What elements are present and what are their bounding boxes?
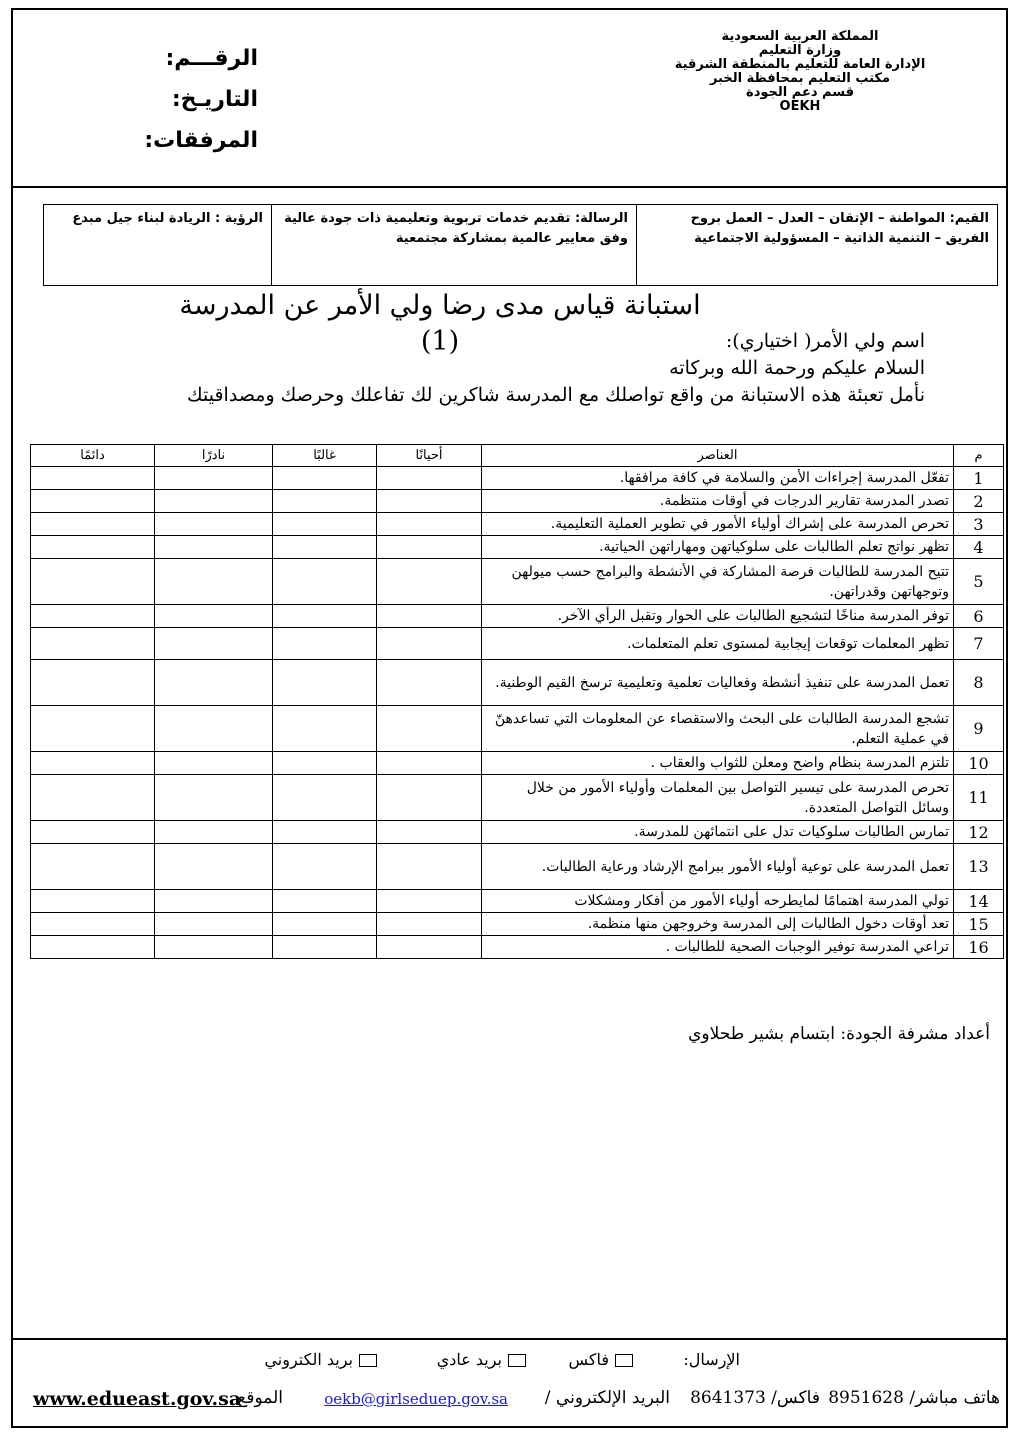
answer-cell-rarely[interactable] (155, 775, 273, 821)
email-link[interactable]: oekb@girlseduep.gov.sa (324, 1390, 508, 1408)
reference-fields (144, 38, 258, 161)
answer-cell-rarely[interactable] (155, 536, 273, 559)
row-item-text: تعد أوقات دخول الطالبات إلى المدرسة وخروجهن منها منظمة. (482, 913, 954, 936)
answer-cell-often[interactable] (273, 890, 377, 913)
answer-cell-sometimes[interactable] (377, 890, 482, 913)
answer-cell-often[interactable] (273, 913, 377, 936)
answer-cell-rarely[interactable] (155, 844, 273, 890)
answer-cell-always[interactable] (31, 775, 155, 821)
row-number: 7 (954, 628, 1004, 660)
send-label: الإرسال: (683, 1350, 740, 1369)
values-statement: القيم: المواطنة – الإتقان – العدل – العمل بروح الفريق – التنمية الذاتية – المسؤولية الاجتماعية (690, 211, 989, 246)
table-row (31, 890, 1004, 913)
answer-cell-always[interactable] (31, 752, 155, 775)
row-item-text: تراعي المدرسة توفير الوجبات الصحية للطالبات . (482, 936, 954, 959)
answer-cell-rarely[interactable] (155, 513, 273, 536)
row-item-text: تعمل المدرسة على تنفيذ أنشطة وفعاليات تعلمية وتعليمية ترسخ القيم الوطنية. (482, 660, 954, 706)
answer-cell-always[interactable] (31, 936, 155, 959)
survey-title: استبانة قياس مدى رضا ولي الأمر عن المدرسة (1) (179, 290, 701, 357)
answer-cell-rarely[interactable] (155, 913, 273, 936)
table-row (31, 752, 1004, 775)
table-row (31, 605, 1004, 628)
answer-cell-always[interactable] (31, 890, 155, 913)
answer-cell-sometimes[interactable] (377, 752, 482, 775)
fax-checkbox[interactable] (615, 1354, 633, 1367)
table-row (31, 490, 1004, 513)
row-number: 3 (954, 513, 1004, 536)
answer-cell-sometimes[interactable] (377, 844, 482, 890)
answer-cell-always[interactable] (31, 660, 155, 706)
site-label: الموقع (237, 1388, 283, 1408)
answer-cell-often[interactable] (273, 936, 377, 959)
guardian-name-label: اسم ولي الأمر( اختياري): (725, 330, 925, 352)
answer-cell-sometimes[interactable] (377, 660, 482, 706)
row-item-text: تتيح المدرسة للطالبات فرصة المشاركة في الأنشطة والبرامج حسب ميولهن وتوجهاتهن وقدراتهن. (482, 559, 954, 605)
answer-cell-often[interactable] (273, 513, 377, 536)
table-row (31, 660, 1004, 706)
answer-cell-always[interactable] (31, 559, 155, 605)
col-often: غالبًا (273, 445, 377, 467)
answer-cell-always[interactable] (31, 628, 155, 660)
table-row (31, 467, 1004, 490)
answer-cell-often[interactable] (273, 605, 377, 628)
row-item-text: تمارس الطالبات سلوكيات تدل على انتمائهن للمدرسة. (482, 821, 954, 844)
table-row (31, 936, 1004, 959)
row-item-text: تولي المدرسة اهتمامًا لمايطرحه أولياء الأمور من أفكار ومشكلات (482, 890, 954, 913)
fax-option[interactable] (568, 1350, 633, 1369)
row-item-text: تصدر المدرسة تقارير الدرجات في أوقات منتظمة. (482, 490, 954, 513)
answer-cell-rarely[interactable] (155, 821, 273, 844)
ref-number-label: الرقـــم: (165, 46, 258, 71)
answer-cell-often[interactable] (273, 752, 377, 775)
row-item-text: تحرص المدرسة على تيسير التواصل بين المعلمات وأولياء الأمور من خلال وسائل التواصل المتعددة. (482, 775, 954, 821)
table-row (31, 706, 1004, 752)
organization-block (670, 30, 930, 114)
website-link[interactable]: www.edueast.gov.sa (33, 1388, 242, 1410)
row-number: 14 (954, 890, 1004, 913)
mission-statement: الرسالة: تقديم خدمات تربوية وتعليمية ذات جودة عالية وفق معايير عالمية بمشاركة مجتمعية (271, 205, 637, 285)
instruction: نأمل تعبئة هذه الاستبانة من واقع تواصلك مع المدرسة شاكرين لك تفاعلك وحرصك ومصداقيتك (187, 384, 925, 406)
answer-cell-often[interactable] (273, 844, 377, 890)
answer-cell-sometimes[interactable] (377, 605, 482, 628)
answer-cell-rarely[interactable] (155, 559, 273, 605)
row-item-text: تعمل المدرسة على توعية أولياء الأمور ببرامج الإرشاد ورعاية الطالبات. (482, 844, 954, 890)
fax-option-label: فاكس (568, 1350, 609, 1369)
answer-cell-sometimes[interactable] (377, 490, 482, 513)
mail-option-label: بريد عادي (436, 1350, 502, 1369)
table-row (31, 559, 1004, 605)
row-number: 6 (954, 605, 1004, 628)
header-divider (11, 186, 1008, 188)
answer-cell-often[interactable] (273, 467, 377, 490)
answer-cell-sometimes[interactable] (377, 536, 482, 559)
answer-cell-rarely[interactable] (155, 752, 273, 775)
answer-cell-always[interactable] (31, 513, 155, 536)
answer-cell-always[interactable] (31, 605, 155, 628)
table-row (31, 775, 1004, 821)
answer-cell-often[interactable] (273, 536, 377, 559)
row-number: 5 (954, 559, 1004, 605)
answer-cell-sometimes[interactable] (377, 513, 482, 536)
answer-cell-sometimes[interactable] (377, 775, 482, 821)
row-item-text: تلتزم المدرسة بنظام واضح ومعلن للثواب والعقاب . (482, 752, 954, 775)
phone: هاتف مباشر/ 8951628 (828, 1388, 1000, 1408)
org-line: الإدارة العامة للتعليم بالمنطقة الشرقية (674, 57, 926, 72)
ref-attachments-label: المرفقات: (144, 128, 258, 153)
send-options (240, 1350, 760, 1374)
row-number: 11 (954, 775, 1004, 821)
answer-cell-always[interactable] (31, 844, 155, 890)
answer-cell-sometimes[interactable] (377, 467, 482, 490)
row-item-text: تحرص المدرسة على إشراك أولياء الأمور في تطوير العملية التعليمية. (482, 513, 954, 536)
answer-cell-rarely[interactable] (155, 628, 273, 660)
email-option[interactable] (264, 1350, 377, 1369)
intro-block (187, 328, 925, 409)
row-number: 10 (954, 752, 1004, 775)
answer-cell-always[interactable] (31, 536, 155, 559)
answer-cell-often[interactable] (273, 706, 377, 752)
answer-cell-rarely[interactable] (155, 467, 273, 490)
answer-cell-rarely[interactable] (155, 936, 273, 959)
row-number: 4 (954, 536, 1004, 559)
table-row (31, 513, 1004, 536)
col-sometimes: أحيانًا (377, 445, 482, 467)
org-line: وزارة التعليم (758, 43, 842, 58)
row-number: 13 (954, 844, 1004, 890)
col-always: دائمًا (31, 445, 155, 467)
col-rarely: نادرًا (155, 445, 273, 467)
answer-cell-sometimes[interactable] (377, 559, 482, 605)
email-label: البريد الإلكتروني / (544, 1388, 670, 1408)
answer-cell-often[interactable] (273, 821, 377, 844)
row-number: 12 (954, 821, 1004, 844)
table-row (31, 844, 1004, 890)
col-number: م (954, 445, 1004, 467)
table-row (31, 536, 1004, 559)
org-line: مكتب التعليم بمحافظة الخبر (709, 71, 891, 86)
answer-cell-always[interactable] (31, 821, 155, 844)
answer-cell-sometimes[interactable] (377, 706, 482, 752)
answer-cell-always[interactable] (31, 490, 155, 513)
answer-cell-sometimes[interactable] (377, 936, 482, 959)
row-number: 16 (954, 936, 1004, 959)
vision-statement: الرؤية : الريادة لبناء جيل مبدع (72, 211, 263, 226)
answer-cell-always[interactable] (31, 913, 155, 936)
answer-cell-sometimes[interactable] (377, 821, 482, 844)
answer-cell-sometimes[interactable] (377, 628, 482, 660)
col-item: العناصر (482, 445, 954, 467)
row-number: 9 (954, 706, 1004, 752)
prepared-by: أعداد مشرفة الجودة: ابتسام بشير طحلاوي (688, 1024, 990, 1044)
answer-cell-rarely[interactable] (155, 605, 273, 628)
answer-cell-often[interactable] (273, 490, 377, 513)
footer-divider (11, 1338, 1008, 1340)
answer-cell-rarely[interactable] (155, 890, 273, 913)
row-number: 2 (954, 490, 1004, 513)
vision-mission-values (43, 204, 998, 286)
row-item-text: توفر المدرسة مناخًا لتشجيع الطالبات على الحوار وتقبل الرأي الآخر. (482, 605, 954, 628)
answer-cell-rarely[interactable] (155, 660, 273, 706)
answer-cell-often[interactable] (273, 660, 377, 706)
answer-cell-sometimes[interactable] (377, 913, 482, 936)
answer-cell-often[interactable] (273, 559, 377, 605)
fax-number: فاكس/ 8641373 (690, 1388, 820, 1408)
greeting: السلام عليكم ورحمة الله وبركاته (669, 357, 925, 379)
email-checkbox[interactable] (359, 1354, 377, 1367)
mail-checkbox[interactable] (508, 1354, 526, 1367)
row-number: 8 (954, 660, 1004, 706)
row-number: 1 (954, 467, 1004, 490)
mail-option[interactable] (437, 1350, 526, 1369)
row-item-text: تشجع المدرسة الطالبات على البحث والاستقصاء عن المعلومات التي تساعدهنّ في عملية التعلم. (482, 706, 954, 752)
org-line: OEKH (779, 99, 821, 114)
row-number: 15 (954, 913, 1004, 936)
ref-date-label: التاريـخ: (171, 87, 258, 112)
row-item-text: تظهر نواتج تعلم الطالبات على سلوكياتهن ومهاراتهن الحياتية. (482, 536, 954, 559)
email-option-label: بريد الكتروني (264, 1350, 353, 1369)
org-line: قسم دعم الجودة (746, 85, 854, 100)
table-header-row (31, 445, 1004, 467)
answer-cell-often[interactable] (273, 628, 377, 660)
org-line: المملكة العربية السعودية (721, 29, 879, 44)
answer-cell-often[interactable] (273, 775, 377, 821)
table-row (31, 628, 1004, 660)
row-item-text: تفعّل المدرسة إجراءات الأمن والسلامة في كافة مرافقها. (482, 467, 954, 490)
table-row (31, 821, 1004, 844)
answer-cell-always[interactable] (31, 467, 155, 490)
row-item-text: تظهر المعلمات توقعات إيجابية لمستوى تعلم المتعلمات. (482, 628, 954, 660)
survey-table (30, 444, 1004, 959)
answer-cell-rarely[interactable] (155, 490, 273, 513)
answer-cell-always[interactable] (31, 706, 155, 752)
table-row (31, 913, 1004, 936)
answer-cell-rarely[interactable] (155, 706, 273, 752)
